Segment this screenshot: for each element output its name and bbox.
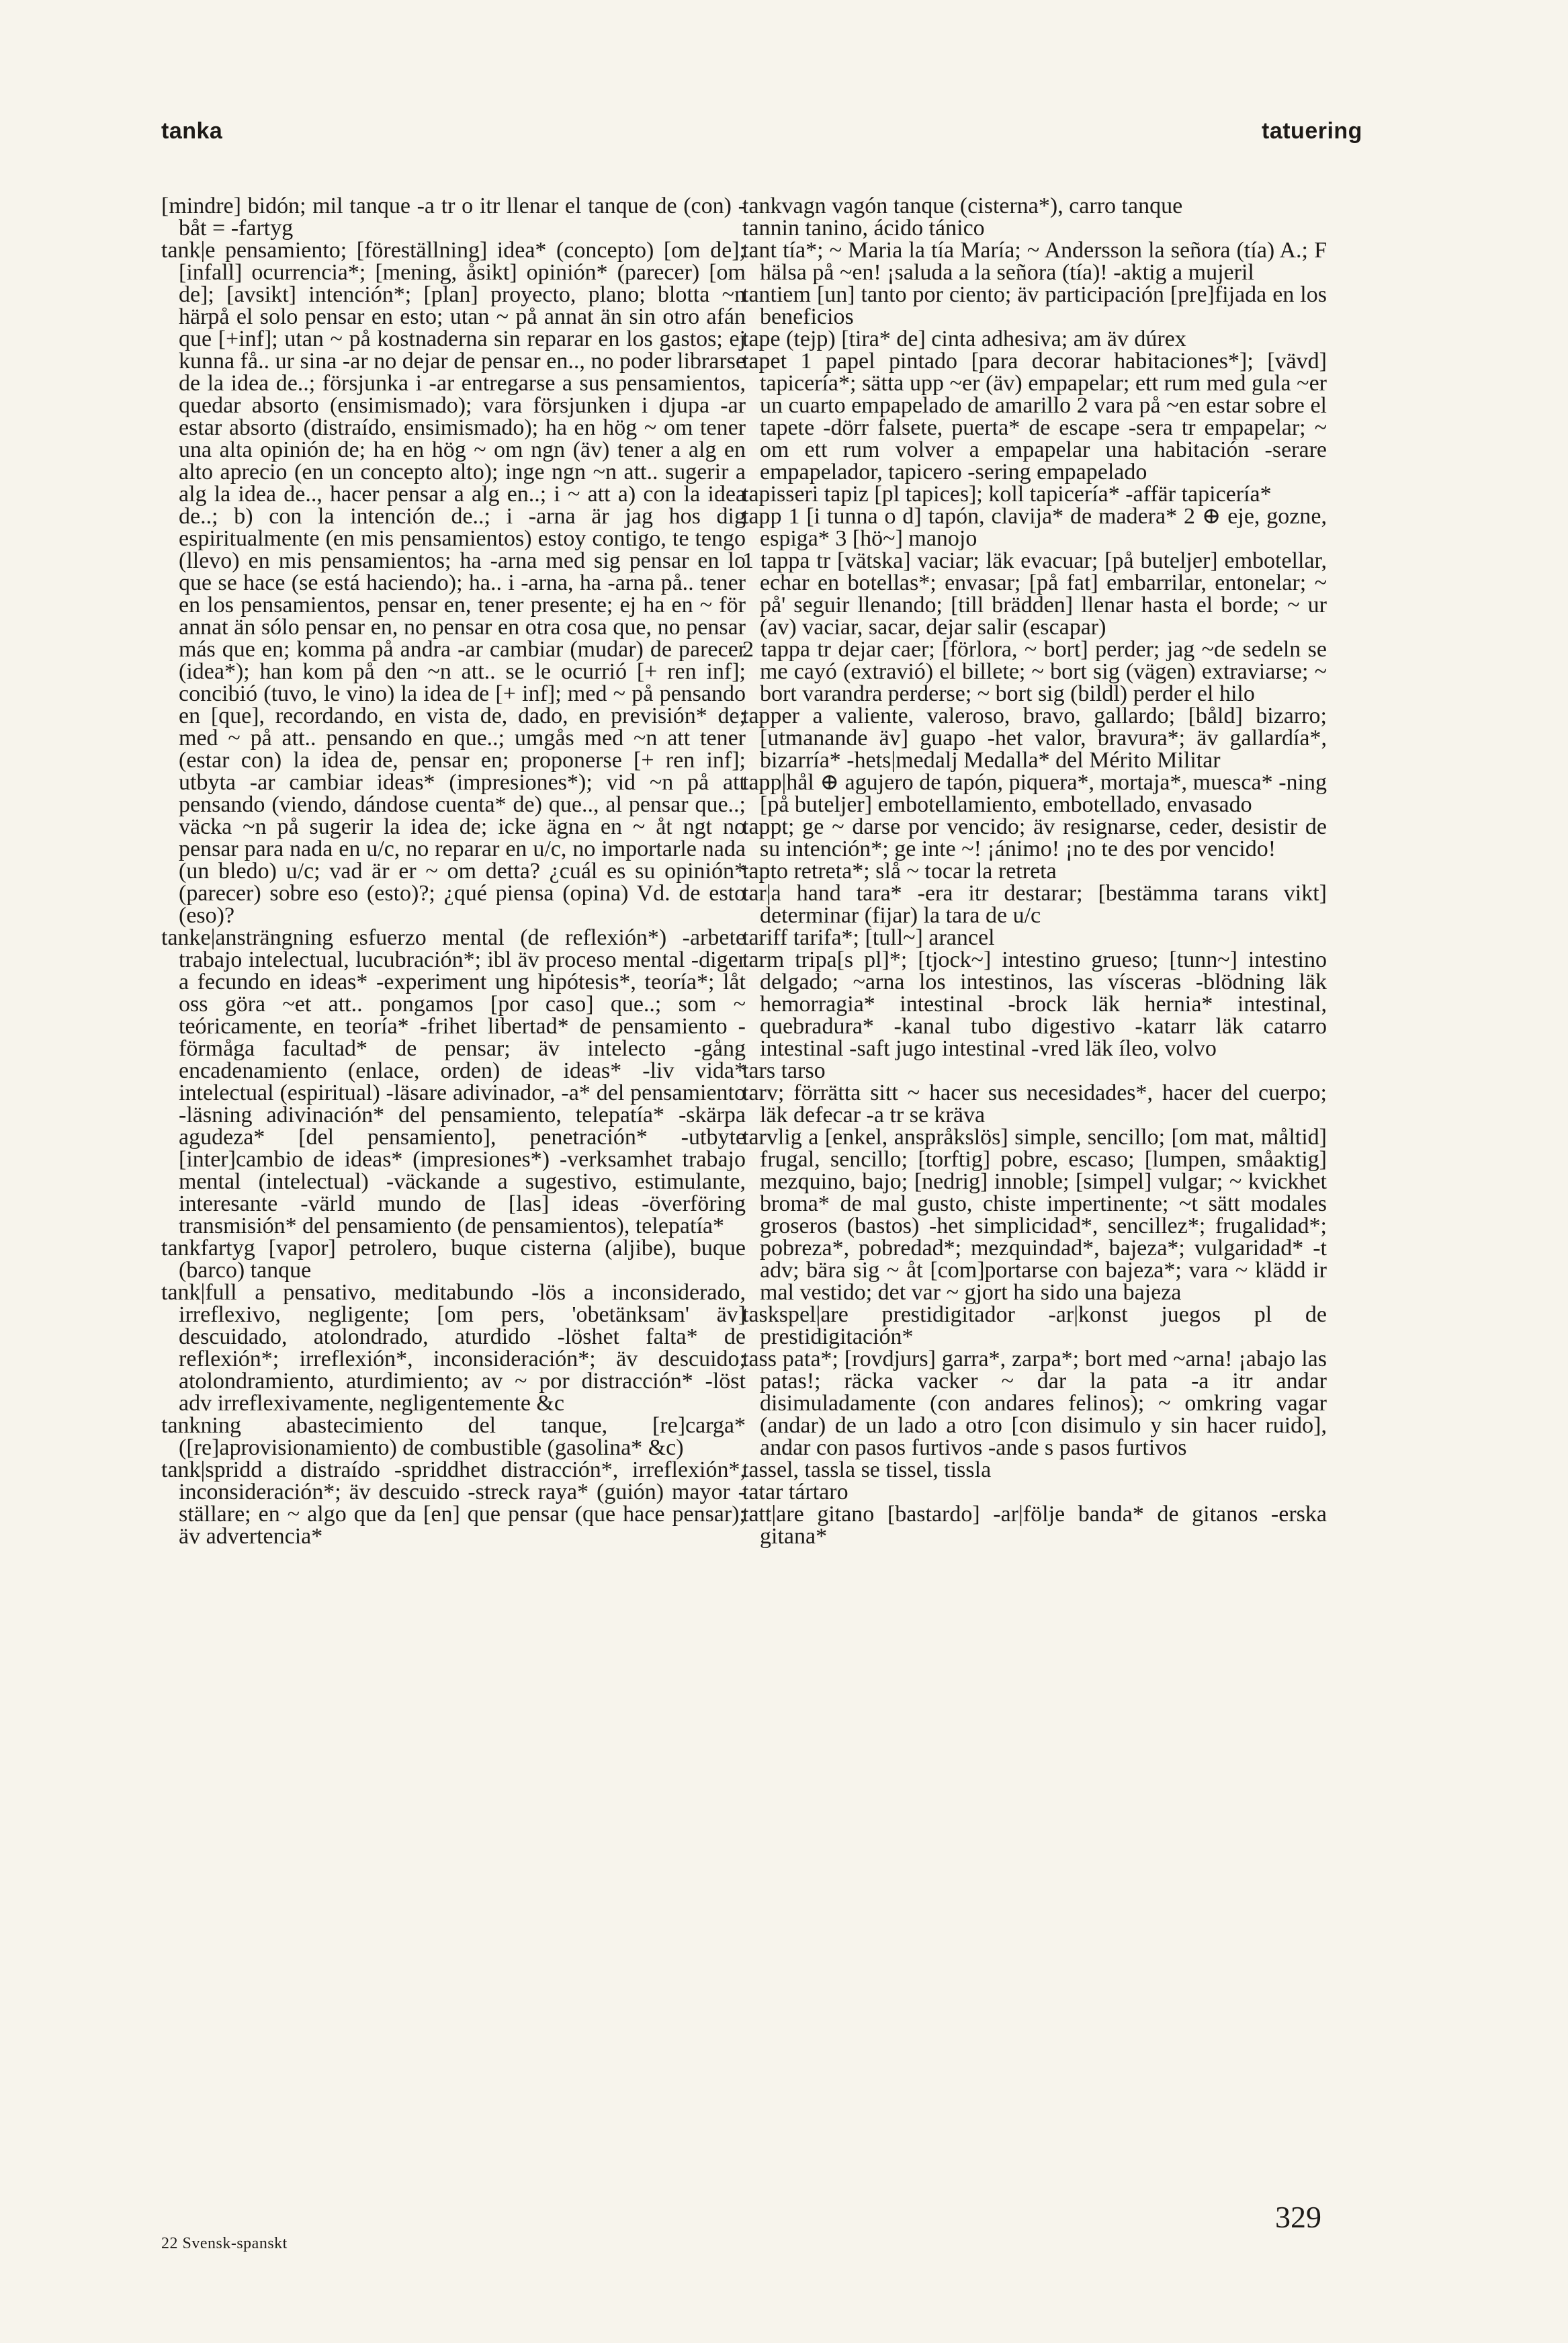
- dictionary-entry: tank|full a pensativo, meditabundo -lös a inconsiderado, irreflexivo, negligente; [om pers, 'obetänksam' äv] descuidado, atolondrado, aturdido -löshet falta* de reflexión*; irreflexión*, inconsideración*; äv descuido; atolondramiento, aturdimiento; av ~ por distracción* -löst adv irreflexivamente, negligentemente &c: [161, 1280, 746, 1416]
- dictionary-entry: tankning abastecimiento del tanque, [re]carga* ([re]aprovisionamiento) de combustible (gasolina* &c): [161, 1413, 746, 1460]
- dictionary-entry: 2 tappa tr dejar caer; [förlora, ~ bort] perder; jag ~de sedeln se me cayó (extravió) el billete; ~ bort sig (vägen) extraviarse; ~ bort varandra perderse; ~ bort sig (bildl) perder el hilo: [742, 637, 1327, 706]
- dictionary-entry: tannin tanino, ácido tánico: [742, 216, 985, 241]
- dictionary-entry: tank|e pensamiento; [föreställning] idea* (concepto) [om de]; [infall] ocurrencia*; [mening, åsikt] opinión* (parecer) [om de]; [avsikt] intención*; [plan] proyecto, plano; blotta ~n härpå el solo pensar en esto; utan ~ på annat än sin otro afán que [+inf]; utan ~ på kostnaderna sin reparar en los gastos; ej kunna få.. ur sina -ar no dejar de pensar en.., no poder librarse de la idea de..; försjunka i -ar entregarse a sus pensamientos, quedar absorto (ensimismado); vara försjunken i djupa -ar estar absorto (distraído, ensimismado); ha en hög ~ om tener una alta opinión de; ha en hög ~ om ngn (äv) tener a alg en alto aprecio (en un concepto alto); inge ngn ~n att.. sugerir a alg la idea de.., hacer pensar a alg en..; i ~ att a) con la idea de..; b) con la intención de..; i -arna är jag hos dig espiritualmente (en mis pensamientos) estoy contigo, te tengo (llevo) en mis pensamientos; ha -arna med sig pensar en lo que se hace (se está haciendo); ha.. i -arna, ha -arna på.. tener en los pensamientos, pensar en, tener presente; ej ha en ~ för annat än sólo pensar en, no pensar en otra cosa que, no pensar más que en; komma på andra -ar cambiar (mudar) de parecer (idea*); han kom på den ~n att.. se le ocurrió [+ ren inf]; concibió (tuvo, le vino) la idea de [+ inf]; med ~ på pensando en [que], recordando, en vista de, dado, en previsión* de; med ~ på att.. pensando en que..; umgås med ~n att tener (estar con) la idea de, pensar en; proponerse [+ ren inf]; utbyta -ar cambiar ideas* (impresiones*); vid ~n på att pensando (viendo, dándose cuenta* de) que.., al pensar que..; väcka ~n på sugerir la idea de; icke ägna en ~ åt ngt no pensar para nada en u/c, no reparar en u/c, no importarle nada (un bledo) u/c; vad är er ~ om detta? ¿cuál es su opinión* (parecer) sobre eso (esto)?; ¿qué piensa (opina) Vd. de esto (eso)?: [161, 238, 746, 928]
- dictionary-entry: [mindre] bidón; mil tanque -a tr o itr llenar el tanque de (con) -båt = -fartyg: [161, 194, 746, 241]
- dictionary-entry: taskspel|are prestidigitador -ar|konst juegos pl de prestidigitación*: [742, 1302, 1327, 1349]
- right-column: [742, 195, 1327, 1547]
- dictionary-entry: tass pata*; [rovdjurs] garra*, zarpa*; bort med ~arna! ¡abajo las patas!; räcka vacker ~ dar la pata -a itr andar disimuladamente (con andares felinos); ~ omkring vagar (andar) de un lado a otro [con disimulo y sin hacer ruido], andar con pasos furtivos -ande s pasos furtivos: [742, 1347, 1327, 1460]
- dictionary-entry: tankvagn vagón tanque (cisterna*), carro tanque: [742, 194, 1183, 218]
- dictionary-entry: tant tía*; ~ Maria la tía María; ~ Andersson la señora (tía) A.; F hälsa på ~en! ¡saluda a la señora (tía)! -aktig a mujeril: [742, 238, 1327, 285]
- dictionary-entry: tanke|ansträngning esfuerzo mental (de reflexión*) -arbete trabajo intelectual, lucubración*; ibl äv proceso mental -diger a fecundo en ideas* -experiment ung hipótesis*, teoría*; låt oss göra ~et att.. pongamos [por caso] que..; som ~ teóricamente, en teoría* -frihet libertad* de pensamiento -förmåga facultad* de pensar; äv intelecto -gång encadenamiento (enlace, orden) de ideas* -liv vida* intelectual (espiritual) -läsare adivinador, -a* del pensamiento -läsning adivinación* del pensamiento, telepatía* -skärpa agudeza* [del pensamiento], penetración* -utbyte [inter]cambio de ideas* (impresiones*) -verksamhet trabajo mental (intelectual) -väckande a sugestivo, estimulante, interesante -värld mundo de [las] ideas -överföring transmisión* del pensamiento (de pensamientos), telepatía*: [161, 925, 746, 1238]
- dictionary-entry: tar|a hand tara* -era itr destarar; [bestämma tarans vikt] determinar (fijar) la tara de u/c: [742, 881, 1327, 928]
- dictionary-entry: tapper a valiente, valeroso, bravo, gallardo; [båld] bizarro; [utmanande äv] guapo -het valor, bravura*; äv gallardía*, bizarría* -hets|medalj Medalla* del Mérito Militar: [742, 704, 1327, 773]
- dictionary-entry: tankfartyg [vapor] petrolero, buque cisterna (aljibe), buque (barco) tanque: [161, 1236, 746, 1283]
- dictionary-entry: tariff tarifa*; [tull~] arancel: [742, 925, 995, 950]
- dictionary-entry: tapet 1 papel pintado [para decorar habitaciones*]; [vävd] tapicería*; sätta upp ~er (äv) empapelar; ett rum med gula ~er un cuarto empapelado de amarillo 2 vara på ~en estar sobre el tapete -dörr falsete, puerta* de escape -sera tr empapelar; ~ om ett rum volver a empapelar una habitación -serare empapelador, tapicero -sering empapelado: [742, 349, 1327, 484]
- signature-mark: 22 Svensk-spanskt: [161, 2235, 288, 2252]
- page-number: 329: [1275, 2200, 1321, 2234]
- dictionary-entry: 1 tappa tr [vätska] vaciar; läk evacuar; [på buteljer] embotellar, echar en botellas*; envasar; [på fat] embarrilar, entonelar; ~ på' seguir llenando; [till brädden] llenar hasta el borde; ~ ur (av) vaciar, sacar, dejar salir (escapar): [742, 548, 1327, 640]
- dictionary-entry: tapisseri tapiz [pl tapices]; koll tapicería* -affär tapicería*: [742, 482, 1272, 507]
- dictionary-entry: tars tarso: [742, 1058, 826, 1083]
- dictionary-entry: tatar tártaro: [742, 1480, 848, 1504]
- dictionary-entry: tapp|hål ⊕ agujero de tapón, piquera*, mortaja*, muesca* -ning [på buteljer] embotellamiento, embotellado, envasado: [742, 770, 1327, 817]
- dictionary-entry: tantiem [un] tanto por ciento; äv participación [pre]fijada en los beneficios: [742, 282, 1327, 329]
- dictionary-entry: tarm tripa[s pl]*; [tjock~] intestino grueso; [tunn~] intestino delgado; ~arna los intestinos, las vísceras -blödning läk hemorragia* intestinal -brock läk hernia* intestinal, quebradura* -kanal tubo digestivo -katarr läk catarro intestinal -saft jugo intestinal -vred läk íleo, volvo: [742, 947, 1327, 1061]
- dictionary-entry: tarvlig a [enkel, anspråkslös] simple, sencillo; [om mat, måltid] frugal, sencillo; [torftig] pobre, escaso; [lumpen, småaktig] mezquino, bajo; [nedrig] innoble; [simpel] vulgar; ~ kvickhet broma* de mal gusto, chiste impertinente; ~t sätt modales groseros (bastos) -het simplicidad*, sencillez*; frugalidad*; pobreza*, pobredad*; mezquindad*, bajeza*; vulgaridad* -t adv; bära sig ~ åt [com]portarse con bajeza*; vara ~ klädd ir mal vestido; det var ~ gjort ha sido una bajeza: [742, 1125, 1327, 1305]
- dictionary-entry: tape (tejp) [tira* de] cinta adhesiva; am äv dúrex: [742, 327, 1186, 351]
- dictionary-entry: tarv; förrätta sitt ~ hacer sus necesidades*, hacer del cuerpo; läk defecar -a tr se kräva: [742, 1080, 1327, 1127]
- guide-word-right: tatuering: [1262, 118, 1362, 144]
- dictionary-entry: tank|spridd a distraído -spriddhet distracción*, irreflexión*, inconsideración*; äv descuido -streck raya* (guión) mayor -ställare; en ~ algo que da [en] que pensar (que hace pensar); äv advertencia*: [161, 1457, 746, 1549]
- left-column: [161, 195, 746, 1547]
- dictionary-entry: tatt|are gitano [bastardo] -ar|följe banda* de gitanos -erska gitana*: [742, 1502, 1327, 1549]
- dictionary-entry: tassel, tassla se tissel, tissla: [742, 1457, 992, 1482]
- dictionary-entry: tapp 1 [i tunna o d] tapón, clavija* de madera* 2 ⊕ eje, gozne, espiga* 3 [hö~] manojo: [742, 504, 1327, 551]
- guide-word-left: tanka: [161, 118, 223, 144]
- dictionary-entry: tappt; ge ~ darse por vencido; äv resignarse, ceder, desistir de su intención*; ge inte ~! ¡ánimo! ¡no te des por vencido!: [742, 814, 1327, 861]
- dictionary-entry: tapto retreta*; slå ~ tocar la retreta: [742, 859, 1057, 884]
